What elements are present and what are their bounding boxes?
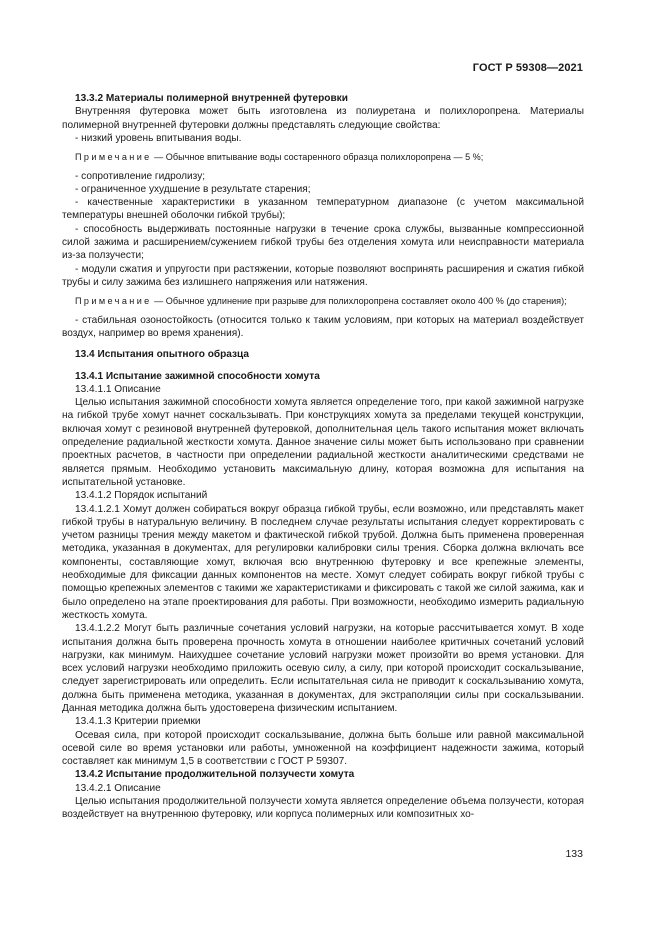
paragraph: 13.4.1.2.1 Хомут должен собираться вокруг образца гибкой трубы, если возможно, или представлять макет гибкой трубы в натуральную величину. В последнем случае результаты испытания следует корректировать с учетом разницы трения между макетом и фактической гибкой трубой. Должна быть применена проверенная методика, указанная в документах, для регулировки калибровки силы трения. Cборка должна включать все компоненты, составляющие хомут, включая всю внутреннюю футеровку и все крепежные элементы, необходимые для фиксации данных компонентов на месте. Хомут следует собирать вокруг гибкой трубы с помощью крепежных элементов с такими же характеристиками и фиксировать с такой же силой зажима, как и было определено на этапе проектирования для работы. При возможности, необходимо измерить радиальную жесткость хомута. <box>62 503 584 621</box>
section-heading-13-3-2: 13.3.2 Материалы полимерной внутренней футеровки <box>75 93 348 104</box>
section-heading-13-4: 13.4 Испытания опытного образца <box>75 349 249 361</box>
paragraph: Внутренняя футеровка может быть изготовлена из полиуретана и полихлоропрена. Материалы полимерной внутренней футеровки должны представлять следующие свойства: <box>62 106 584 131</box>
list-item: - качественные характеристики в указанном температурном диапазоне (с учетом максимальной температуры внешней оболочки гибкой трубы); <box>62 197 584 222</box>
standard-number: ГОСТ Р 59308—2021 <box>472 62 583 74</box>
subsection-heading: 13.4.1.2 Порядок испытаний <box>75 490 208 502</box>
paragraph: Целью испытания продолжительной ползучести хомута является определение объема ползучести, которая воздействует на внутреннюю футеровку, или корпуса полимерных или композитных хо- <box>62 796 584 821</box>
list-item: - низкий уровень впитывания воды. <box>75 132 242 144</box>
paragraph: Осевая сила, при которой происходит соскальзывание, должна быть больше или равной максимальной осевой силе во время установки или работы, умноженной на коэффициент надежности зажима, который составляет как минимум 1,5 в соответствии с ГОСТ Р 59307. <box>62 729 584 768</box>
subsection-heading: 13.4.1.1 Описание <box>75 383 161 395</box>
note <box>62 151 584 163</box>
note-text: — Обычное удлинение при разрыве для полихлоропрена составляет около 400 % (до старения); <box>151 296 567 307</box>
section-heading-13-4-1: 13.4.1 Испытание зажимной способности хомута <box>75 370 320 382</box>
list-item: - модули сжатия и упругости при растяжении, которые позволяют воспринять расширения и сжатия гибкой трубы и силу зажима без излишнего напряжения или натяжения. <box>62 263 584 288</box>
note-label: Примечание <box>75 296 152 307</box>
paragraph: 13.4.1.2.2 Могут быть различные сочетания условий нагрузки, на которые рассчитывается хомут. В ходе испытания должна быть проверена прочность хомута в отношении наиболее критичных сочетаний условий нагрузки, как минимум. Наихудшее сочетание условий нагрузки может произойти во время установки. Для всех условий нагрузки необходимо приложить осевую силу, а силу, при которой происходит соскальзывание, следует зарегистрировать или определить. Если испытательная сила не приводит к соскальзыванию хомута, должна быть применена методика, указанная в документах, для экстраполяции силы при соскальзывании. Данная методика должна быть удостоверена физическим испытанием. <box>62 623 584 714</box>
note-label: Примечание <box>75 152 152 163</box>
note <box>62 295 584 307</box>
list-item: - способность выдерживать постоянные нагрузки в течение срока службы, вызванные компрессионной силой зажима и расширением/сужением гибкой трубы без отделения хомута или неисправности материала из-за ползучести; <box>62 223 584 262</box>
list-item: - стабильная озоностойкость (относится только к таким условиям, при которых на материал воздействует воздух, например во время хранения). <box>62 314 584 339</box>
paragraph: Целью испытания зажимной способности хомута является определение того, при какой зажимной нагрузке на гибкой трубе хомут начнет соскальзывать. При конструкциях хомута за пределами текущей конструкции, включая хомут с резиновой внутренней футеровкой, дополнительная цель такого испытания может включать определение радиальной жесткости хомута. Данное значение силы может быть использовано при сравнении проектных расчетов, в частности при определении радиальной жесткости аналитическими средствами не является прямым. Необходимо установить максимальную длину, которая возможна для испытания на испытательной установке. <box>62 397 584 488</box>
note-text: — Обычное впитывание воды состаренного образца полихлоропрена — 5 %; <box>151 152 484 163</box>
document-body <box>62 92 584 822</box>
page-number: 133 <box>565 848 583 860</box>
subsection-heading: 13.4.1.3 Критерии приемки <box>75 716 201 728</box>
list-item: - сопротивление гидролизу; <box>75 170 206 182</box>
subsection-heading: 13.4.2.1 Описание <box>75 782 161 794</box>
section-heading-13-4-2: 13.4.2 Испытание продолжительной ползучести хомута <box>75 769 355 781</box>
list-item: - ограниченное ухудшение в результате старения; <box>75 183 311 195</box>
